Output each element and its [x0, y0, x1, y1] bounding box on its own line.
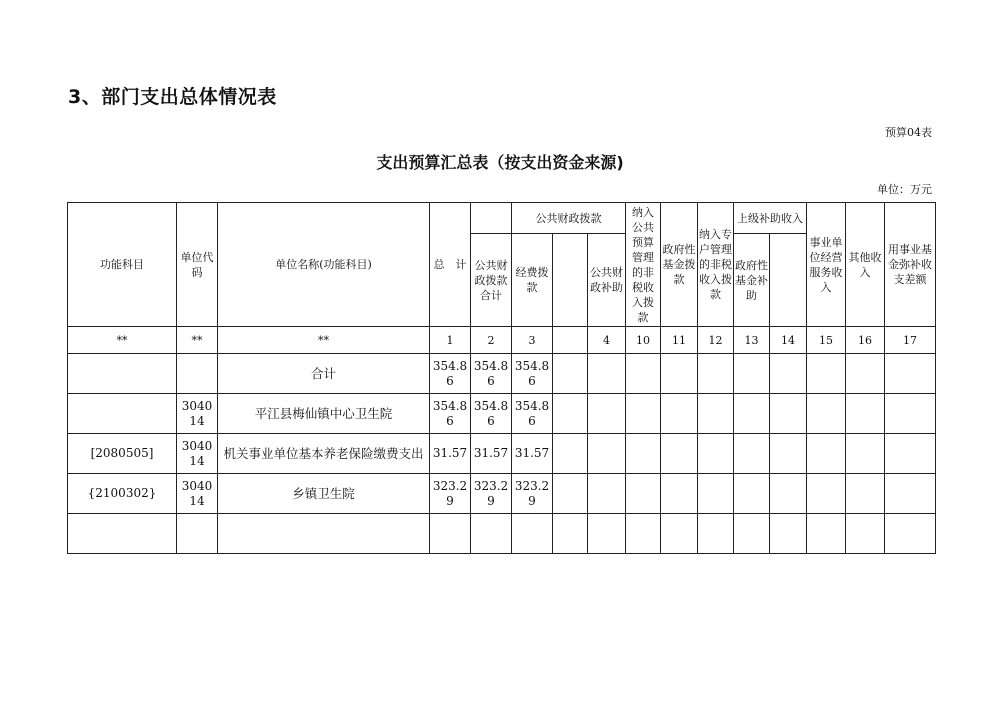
index-cell: 11 [661, 327, 698, 354]
index-cell: 17 [885, 327, 936, 354]
header-total: 总 计 [430, 203, 471, 327]
unit-name-cell [218, 514, 430, 554]
total-cell: 354.86 [430, 394, 471, 434]
index-cell: 13 [734, 327, 770, 354]
func-subject-cell [68, 394, 177, 434]
header-expense-appropriation: 经费拨款 [512, 234, 553, 327]
index-cell: 15 [807, 327, 846, 354]
index-cell: 1 [430, 327, 471, 354]
index-cell: 12 [698, 327, 734, 354]
func-subject-cell: {2100302} [68, 474, 177, 514]
index-cell: ** [177, 327, 218, 354]
header-fund-balance: 用事业基金弥补收支差额 [885, 203, 936, 327]
unit-name-cell: 合计 [218, 354, 430, 394]
expense-appropriation-cell: 31.57 [512, 434, 553, 474]
table-row [68, 434, 936, 474]
index-cell: ** [218, 327, 430, 354]
unit-code-cell: 304014 [177, 474, 218, 514]
header-business-service: 事业单位经营服务收入 [807, 203, 846, 327]
public-finance-sum-cell [471, 514, 512, 554]
index-cell: 3 [512, 327, 553, 354]
total-cell [430, 514, 471, 554]
budget-table [67, 202, 936, 554]
func-subject-cell: [2080505] [68, 434, 177, 474]
public-finance-sum-cell: 354.86 [471, 394, 512, 434]
header-func-subject: 功能科目 [68, 203, 177, 327]
header-unit-name: 单位名称(功能科目) [218, 203, 430, 327]
header-public-finance-sum: 公共财政拨款合计 [471, 234, 512, 327]
table-row [68, 394, 936, 434]
unit-name-cell: 平江县梅仙镇中心卫生院 [218, 394, 430, 434]
table-row [68, 474, 936, 514]
index-cell [553, 327, 588, 354]
index-cell: 2 [471, 327, 512, 354]
expense-appropriation-cell [512, 514, 553, 554]
func-subject-cell [68, 514, 177, 554]
header-row-1 [68, 203, 936, 234]
expense-appropriation-cell: 323.29 [512, 474, 553, 514]
unit-code-cell [177, 514, 218, 554]
header-superior-subsidy: 上级补助收入 [734, 203, 807, 234]
unit-code-cell: 304014 [177, 434, 218, 474]
unit-label: 单位：万元 [877, 183, 932, 196]
section-title: 3、部门支出总体情况表 [68, 86, 277, 108]
total-cell: 31.57 [430, 434, 471, 474]
header-empty-cell [471, 203, 512, 234]
table-row-total [68, 354, 936, 394]
header-other-income: 其他收入 [846, 203, 885, 327]
public-finance-sum-cell: 354.86 [471, 354, 512, 394]
header-nontax-in-public: 纳入公共预算管理的非税收入拨款 [626, 203, 661, 327]
public-finance-sum-cell: 323.29 [471, 474, 512, 514]
header-gov-fund-subsidy: 政府性基金补助 [734, 234, 770, 327]
header-public-finance-subsidy: 公共财政补助 [588, 234, 626, 327]
header-gov-fund: 政府性基金拨款 [661, 203, 698, 327]
unit-code-cell [177, 354, 218, 394]
header-nontax-special: 纳入专户管理的非税收入拨款 [698, 203, 734, 327]
expense-appropriation-cell: 354.86 [512, 394, 553, 434]
header-blank-col [553, 234, 588, 327]
index-cell: 10 [626, 327, 661, 354]
unit-name-cell: 机关事业单位基本养老保险缴费支出 [218, 434, 430, 474]
index-cell: 14 [770, 327, 807, 354]
func-subject-cell [68, 354, 177, 394]
table-row-empty [68, 514, 936, 554]
form-code: 预算04表 [885, 126, 932, 139]
header-public-finance: 公共财政拨款 [512, 203, 626, 234]
unit-name-cell: 乡镇卫生院 [218, 474, 430, 514]
index-row [68, 327, 936, 354]
total-cell: 354.86 [430, 354, 471, 394]
table-title: 支出预算汇总表（按支出资金来源) [376, 153, 624, 172]
index-cell: 4 [588, 327, 626, 354]
total-cell: 323.29 [430, 474, 471, 514]
header-unit-code: 单位代码 [177, 203, 218, 327]
expense-appropriation-cell: 354.86 [512, 354, 553, 394]
index-cell: ** [68, 327, 177, 354]
index-cell: 16 [846, 327, 885, 354]
public-finance-sum-cell: 31.57 [471, 434, 512, 474]
unit-code-cell: 304014 [177, 394, 218, 434]
